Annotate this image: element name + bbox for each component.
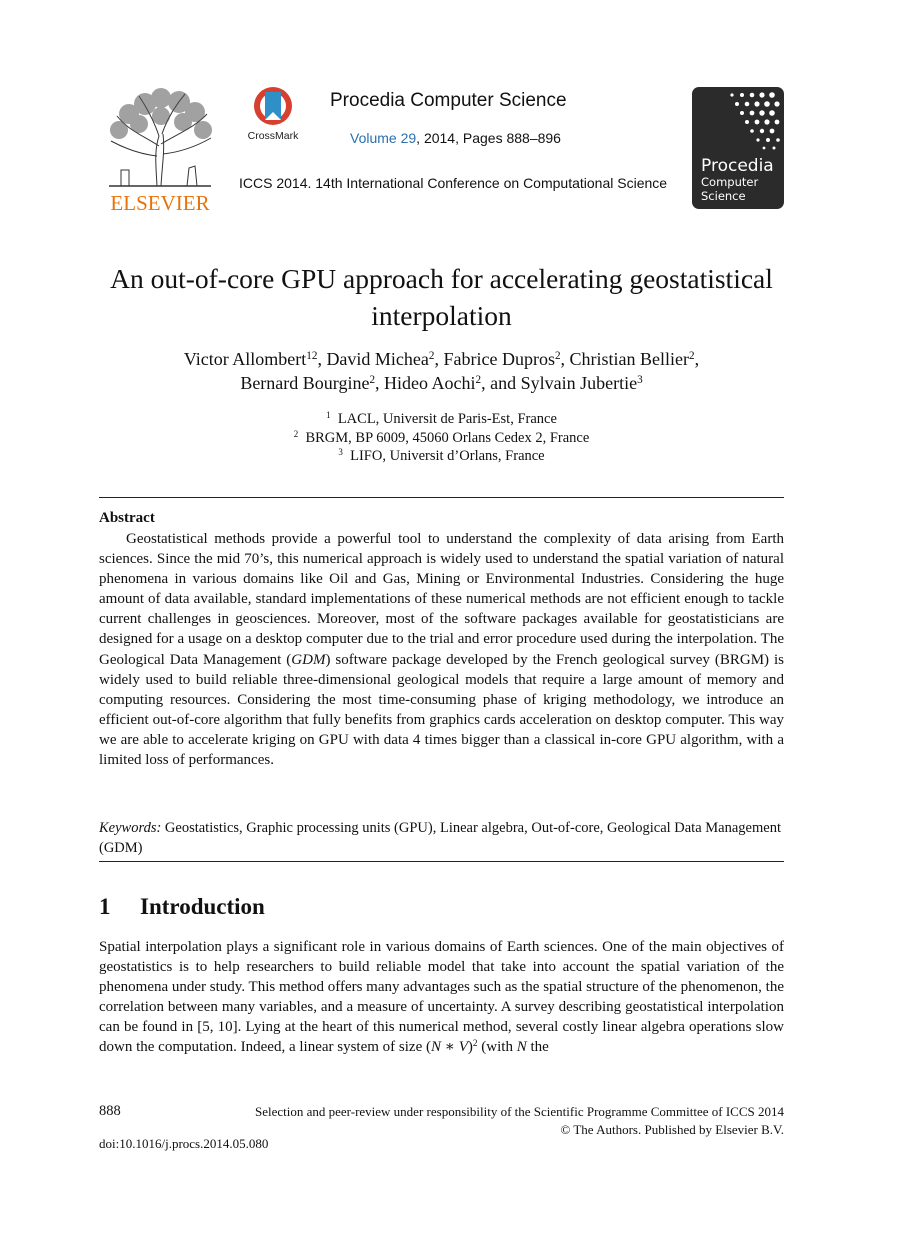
elsevier-logo — [99, 86, 221, 214]
journal-name[interactable]: Procedia Computer Science — [330, 90, 567, 111]
abstract-gdm-italic: GDM — [291, 651, 326, 668]
affiliation-text: BRGM, BP 6009, 45060 Orlans Cedex 2, France — [305, 429, 590, 446]
volume-line — [350, 130, 561, 146]
math-var-n: N — [516, 1039, 527, 1056]
author-affil-sup: 2 — [689, 349, 695, 362]
abstract-top-rule — [99, 497, 784, 498]
intro-paragraph — [99, 937, 784, 1058]
author-name: Sylvain Jubertie — [520, 373, 638, 393]
affiliation-text: LIFO, Universit d’Orlans, France — [350, 448, 545, 464]
math-operator: ∗ — [441, 1039, 459, 1056]
affiliation-text: LACL, Universit de Paris-Est, France — [337, 411, 557, 427]
author-name: Christian Bellier — [569, 349, 690, 369]
affiliation-item — [90, 447, 793, 466]
paper-title — [90, 260, 793, 334]
affiliation-list — [90, 410, 793, 466]
affiliation-num: 1 — [326, 410, 331, 421]
math-exponent: 2 — [472, 1039, 478, 1050]
procedia-logo-line2: Computer — [701, 175, 759, 189]
section-number: 1 — [99, 894, 111, 919]
author-name: Victor Allombert — [183, 349, 307, 369]
procedia-logo-line3: Science — [701, 189, 746, 203]
section-title: Introduction — [140, 894, 265, 919]
affiliation-num: 2 — [293, 428, 299, 439]
author-affil-sup: 2 — [428, 349, 435, 362]
keywords — [99, 818, 784, 858]
author-affil-sup: 2 — [369, 373, 376, 386]
math-close-paren: ) — [467, 1039, 473, 1056]
affiliation-item — [90, 429, 793, 448]
math-var-n: N — [431, 1039, 442, 1056]
crossmark-logo[interactable] — [245, 86, 303, 146]
crossmark-label: CrossMark — [247, 130, 299, 142]
volume-pages: , 2014, Pages 888–896 — [416, 130, 561, 146]
keywords-text: Geostatistics, Graphic processing units (GPU), Linear algebra, Out-of-core, Geological Data Management (GDM) — [99, 820, 781, 856]
abstract-text-part1: Geostatistical methods provide a powerful tool to understand the complexity of data arising from Earth sciences. Since the mid 70’s, this numerical approach is widely used to understand the spatial variation of natural phenomena in various domains like Oil and Gas, Mining or Environmental Industries. Considering the huge amount of data available, standard implementations of these numerical methods are not efficient enough to tackle current challenges in geosciences. Moreover, most of the software packages available for geostatisticians are designed for a usage on a desktop computer due to the trial and error procedure used during the interpolation. The Geological Data Management ( — [99, 531, 784, 668]
keywords-label: Keywords: — [99, 820, 162, 836]
author-affil-sup: 2 — [554, 349, 561, 362]
intro-text-part1: Spatial interpolation plays a significant role in various domains of Earth sciences. One of the main objectives of geostatistics is to help researchers to build reliable model that take into account the spatial variation of the phenomena under study. This method offers many advantages such as the spatial structure of the phenomenon, the correlation between many variables, and a measure of uncertainty. A survey describing geostatistical interpolation can be found in [5, 10]. Lying at the heart of this numerical method, several costly linear algebra operations slow down the computation. Indeed, a linear system of size ( — [99, 939, 784, 1056]
paper-title-line1: An out-of-core GPU approach for accelerating geostatistical — [110, 263, 773, 294]
abstract-bottom-rule — [99, 861, 784, 862]
abstract-text-part2: ) software package developed by the French geological survey (BRGM) is widely used to build reliable three-dimensional geological models that require a large amount of memory and computing resources. Considering the most time-consuming phase of kriging methodology, we introduce an efficient out-of-core algorithm that fully benefits from graphics cards acceleration on desktop computer. This way we are able to accelerate kriging on GPU with data 4 times bigger than a classical in-core GPU algorithm, with a limited loss of performances. — [99, 651, 785, 769]
section-heading — [99, 894, 265, 920]
footer-review — [150, 1103, 784, 1139]
author-name: Bernard Bourgine — [240, 373, 370, 393]
elsevier-tree-icon — [99, 86, 221, 214]
procedia-logo — [692, 87, 784, 209]
page-number: 888 — [99, 1103, 121, 1119]
abstract-body — [99, 529, 784, 770]
intro-text-part3: the — [526, 1039, 549, 1056]
conference-line: ICCS 2014. 14th International Conference on Computational Science — [239, 175, 668, 191]
elsevier-wordmark: ELSEVIER — [110, 191, 210, 214]
procedia-cover-icon — [692, 87, 784, 209]
paper-title-line2: interpolation — [371, 300, 512, 331]
author-name: Fabrice Dupros — [443, 349, 555, 369]
volume-link[interactable]: Volume 29 — [350, 130, 417, 146]
author-list: Victor Allombert$^{12}$, David Michea$^2$, Fabrice Dupros$^2$, Christian Bellier$^2$, Bernard Bourgine$^2$, Hideo Aochi$^2$, and Sylvain Jubertie$^3$ — [183, 349, 700, 393]
author-name: David Michea — [326, 349, 429, 369]
author-name: Hideo Aochi — [384, 373, 476, 393]
math-var-v: V — [458, 1039, 468, 1056]
crossmark-icon — [245, 86, 303, 146]
author-affil-sup: 12 — [306, 349, 318, 362]
author-affil-sup: 2 — [475, 373, 482, 386]
intro-text-part2: (with — [477, 1039, 517, 1056]
procedia-logo-title: Procedia — [701, 156, 774, 176]
abstract-heading: Abstract — [99, 510, 155, 526]
author-affil-sup: 3 — [637, 373, 643, 386]
doi-link[interactable]: doi:10.1016/j.procs.2014.05.080 — [99, 1136, 269, 1151]
footer-copyright-line: © The Authors. Published by Elsevier B.V. — [560, 1122, 784, 1137]
affiliation-item — [90, 410, 793, 429]
footer-review-line: Selection and peer-review under responsibility of the Scientific Programme Committee of ICCS 2014 — [254, 1104, 784, 1119]
affiliation-num: 3 — [338, 447, 343, 458]
